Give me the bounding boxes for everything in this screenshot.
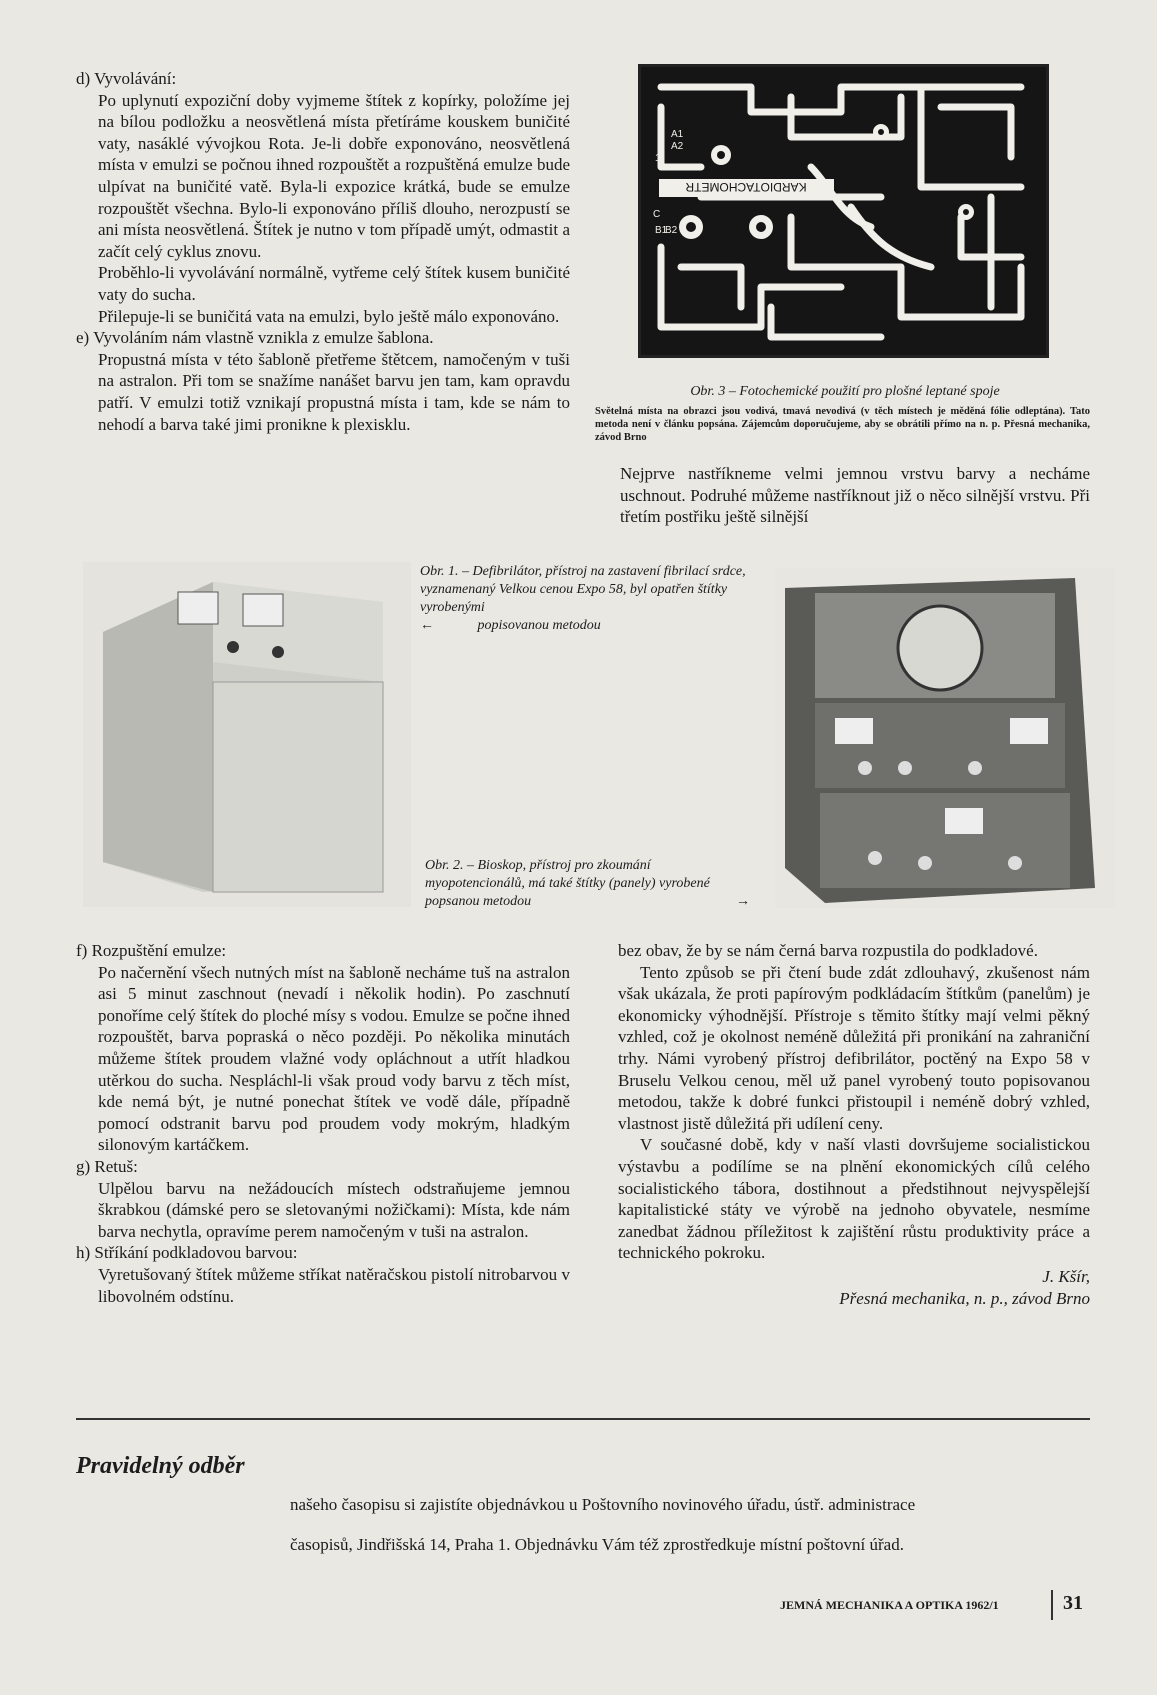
- pcb-mark-b1: B1: [655, 225, 668, 236]
- section-d-text: Po uplynutí expoziční doby vyjmeme štítek z kopírky, položíme jej na bílou podložku a neosvětlená místa přetíráme kouskem buničité vaty, nasáklé vývojkou Rota. Je-li dobře exponováno, neosvětlená místa v emulzi se počnou ihned rozpouštět a rozpuštěná emulze bude ulpívat na buničité vatě. Byla-li expozice krátká, bude se emulze rozpouštět všechna. Bylo-li exponováno příliš dlouho, nerozpustí se ani místa neosvětlená. Štítek je nutno v tom případě umýt, odmastit a začít celý cyklus znovu.: [98, 90, 570, 261]
- section-g-label: g) Retuš:: [76, 1156, 138, 1176]
- fig3-note: Světelná místa na obrazci jsou vodivá, tmavá nevodivá (v těch místech je měděná fólie odleptána). Tato metoda není v článku popsána. Zájemcům doporučujeme, aby se obrátili přímo na n. p. Přesná mechanika, závod Brno: [595, 406, 1090, 443]
- defibrillator-photo: [83, 562, 411, 907]
- pcb-drawing: [641, 67, 1046, 355]
- pcb-mark-a1: A1: [671, 129, 684, 140]
- notice-heading: Pravidelný odběr: [76, 1453, 245, 1479]
- section-e-text: Propustná místa v této šabloně přetřeme štětcem, namočeným v tuši na astralon. Při tom se snažíme nanášet barvu jen tam, kam opravdu patří. V emulzi totiž vznikají propustná místa i tam, kde se nám to nehodí a barva také jimi pronikne k plexisklu.: [98, 349, 570, 434]
- fig3-caption: Obr. 3 – Fotochemické použití pro plošné leptané spoje: [690, 384, 1000, 399]
- fig1-caption-text: Obr. 1. – Defibrilátor, přístroj na zastavení fibrilací srdce, vyznamenaný Velkou cenou Expo 58, byl opatřen štítky vyrobenými: [420, 564, 746, 615]
- left-top-column: [76, 68, 570, 435]
- footer-divider: [1051, 1590, 1053, 1620]
- section-rule: [76, 1418, 1090, 1420]
- pcb-mark-1: 1: [655, 153, 661, 164]
- section-f-text: Po načernění všech nutných míst na šabloně necháme tuš na astralon asi 5 minut zaschnout (nevadí i několik hodin). Po zaschnutí ponoříme celý štítek do ploché mísy s vodou. Emulze se počne ihned rozpouštět, barva popraská o něco později. Po několika minutách můžeme štítek proudem vlažné vody opláchnout a utřít hladkou utěrkou do sucha. Nespláchl-li však proud vody barvu z těch míst, kde nemá být, je nutné ponechat štítek ve vodě dále, případně pomocí odstranit barvu pod proudem vody mokrým, hladkým silonovým kartáčkem.: [98, 962, 570, 1155]
- fig1-arrow: ←: [420, 618, 434, 633]
- section-e-label: e) Vyvoláním nám vlastně vznikla z emulze šablona.: [76, 328, 434, 348]
- affiliation: Přesná mechanika, n. p., závod Brno: [839, 1288, 1090, 1308]
- bioscope-photo: [775, 568, 1115, 908]
- section-h-label: h) Stříkání podkladovou barvou:: [76, 1243, 298, 1263]
- pcb-mark-b2: B2: [665, 225, 678, 236]
- pcb-label: KARDIOTACHOMETR: [685, 180, 807, 194]
- fig2-caption: [425, 857, 750, 911]
- pcb-mark-c: C: [653, 209, 661, 220]
- right-bottom-column: [618, 940, 1090, 1309]
- left-bottom-column: [76, 940, 570, 1307]
- section-g-text: Ulpělou barvu na nežádoucích místech odstraňujeme jemnou škrabkou (dámské pero se sletovanými nožičkami): Místa, kde nám barva nechytla, opravíme perem namočeným v tuši na astralon.: [98, 1178, 570, 1241]
- fig2-arrow: →: [736, 894, 750, 909]
- notice-line-1: našeho časopisu si zajistíte objednávkou u Poštovního novinového úřadu, ústř. administrace: [290, 1495, 916, 1514]
- notice-line-2: časopisů, Jindřišská 14, Praha 1. Objednávku Vám též zprostředkuje místní poštovní úřad.: [290, 1535, 904, 1554]
- fig2-caption-text: Obr. 2. – Bioskop, přístroj pro zkoumání myopotencionálů, má také štítky (panely) vyrobené popsanou metodou: [425, 858, 710, 909]
- section-d-extra-1: Proběhlo-li vyvolávání normálně, vytřeme celý štítek kusem buničité vaty do sucha.: [98, 263, 570, 304]
- section-h-text: Vyretušovaný štítek můžeme stříkat natěračskou pistolí nitrobarvou v libovolném odstínu.: [98, 1264, 570, 1306]
- author: J. Kšír,: [1042, 1266, 1090, 1286]
- pcb-figure: [638, 64, 1049, 358]
- right-top-text: Nejprve nastříkneme velmi jemnou vrstvu barvy a necháme uschnout. Podruhé můžeme nastříknout již o něco silnější vrstvu. Při třetím postřiku ještě silnější: [620, 464, 1090, 527]
- fig1-caption-tail: popisovanou metodou: [477, 618, 601, 633]
- right-bottom-para-1: bez obav, že by se nám černá barva rozpustila do podkladové.: [618, 941, 1038, 960]
- footer-journal: JEMNÁ MECHANIKA A OPTIKA 1962/1: [780, 1598, 999, 1612]
- fig1-caption: [420, 563, 750, 635]
- section-d-extra-2: Přilepuje-li se buničitá vata na emulzi, bylo ještě málo exponováno.: [98, 306, 560, 326]
- pcb-mark-a2: A2: [671, 141, 684, 152]
- right-bottom-para-2: Tento způsob se při čtení bude zdát zdlouhavý, zkušenost nám však ukázala, že proti papírovým podkládacím štítkům (panelům) je ekonomicky výhodnější. Přístroje s těmito štítky mají velmi pěkný vzhled, což je okolnost neméně důležitá při pronikání na zahraniční trhy. Námi vyrobený přístroj defibrilátor, poctěný na Expo 58 v Bruselu Velkou cenou, měl už panel vyrobený touto popisovanou metodou, takže k dobré funkci přistoupil i neméně dobrý vzhled, vlastnost jistě důležitá při udílení ceny.: [618, 962, 1090, 1133]
- section-d-label: d) Vyvolávání:: [76, 69, 177, 88]
- section-f-label: f) Rozpuštění emulze:: [76, 941, 227, 960]
- page-number: 31: [1063, 1592, 1083, 1614]
- right-bottom-para-3: V současné době, kdy v naší vlasti dovršujeme socialistickou výstavbu a podílíme se na plnění ekonomických cílů celého socialistického tábora, dostihnout a předstihnout nejvyspělejší kapitalistické státy ve výrobě na jednoho obyvatele, nesmíme zanedbat žádnou příležitost k zajištění růstu produktivity práce a technického pokroku.: [618, 1135, 1090, 1263]
